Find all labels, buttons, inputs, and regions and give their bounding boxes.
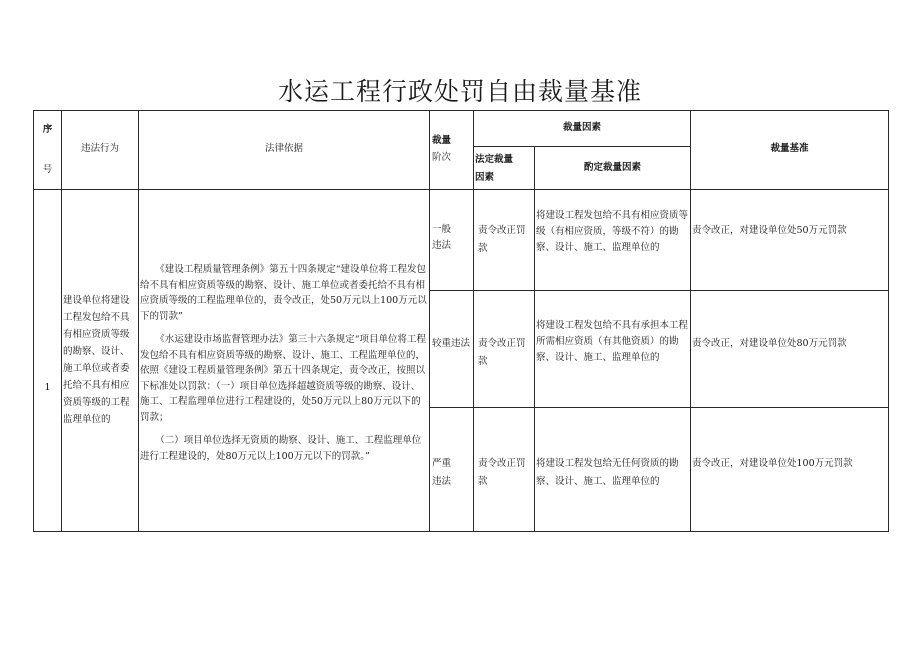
table-border-right bbox=[888, 110, 889, 532]
header-factors: 裁量因素 bbox=[562, 122, 601, 133]
header-seq-top: 序 bbox=[42, 124, 53, 135]
col-divider-4 bbox=[473, 110, 474, 532]
factor-divider bbox=[473, 146, 691, 147]
table-border-bottom bbox=[33, 531, 889, 532]
level-3-discretionary: 将建设工程发包给无任何资质的勘察、设计、施工、监理单位的 bbox=[536, 458, 679, 487]
level-1-statutory: 责令改正罚款 bbox=[478, 225, 526, 254]
law-paragraph-2: 《水运建设市场监督管理办法》第三十六条规定“项目单位将工程发包给不具有相应资质等级的勘察、设计、施工、工程监理单位的，依照《建设工程质量管理条例》第五十四条规定，责令改正，按照以下标准处以罚款：（一）项目单位选择超越资质等级的勘察、设计、施工、工程监理单位进行工程建设的，处50万元以上80万元以下的罚款； bbox=[140, 334, 427, 423]
row-legal-basis bbox=[140, 262, 428, 464]
header-statutory-top: 法定裁量 bbox=[475, 154, 514, 165]
level-2-statutory: 责令改正罚款 bbox=[478, 338, 526, 367]
level-divider-1 bbox=[429, 290, 889, 291]
header-standard: 裁量基准 bbox=[770, 143, 809, 154]
level-3-standard: 责令改正，对建设单位处100万元罚款 bbox=[692, 458, 853, 469]
level-1-name: 一般违法 bbox=[432, 224, 452, 251]
col-divider-3 bbox=[429, 110, 430, 532]
header-divider bbox=[33, 189, 889, 190]
row-seq: 1 bbox=[44, 382, 51, 393]
header-legal-basis: 法律依据 bbox=[264, 143, 303, 154]
level-1-standard: 责令改正，对建设单位处50万元罚款 bbox=[692, 225, 847, 236]
table-border-top bbox=[33, 110, 889, 111]
header-violation: 违法行为 bbox=[80, 143, 119, 154]
level-2-name: 较重违法 bbox=[432, 338, 471, 349]
header-level-top: 裁量 bbox=[432, 135, 452, 146]
col-divider-1 bbox=[61, 110, 62, 532]
col-divider-5 bbox=[534, 146, 535, 532]
header-level-bottom: 阶次 bbox=[432, 152, 452, 163]
document-title: 水运工程行政处罚自由裁量基准 bbox=[277, 77, 642, 106]
row-violation: 建设单位将建设工程发包给不具有相应资质等级的勘察、设计、施工单位或者委托给不具有相应资质等级的工程监理单位的 bbox=[63, 295, 130, 425]
level-3-statutory: 责令改正罚款 bbox=[478, 458, 526, 487]
header-seq-bottom: 号 bbox=[42, 164, 53, 175]
level-divider-2 bbox=[429, 407, 889, 408]
law-paragraph-3: （二）项目单位选择无资质的勘察、设计、施工、工程监理单位进行工程建设的，处80万元以上100万元以下的罚款。” bbox=[140, 435, 422, 462]
header-statutory-bottom: 因素 bbox=[475, 172, 495, 183]
law-paragraph-1: 《建设工程质量管理条例》第五十四条规定“建设单位将工程发包给不具有相应资质等级的勘察、设计、施工单位或者委托给不具有相应资质等级的工程监理单位的，责令改正，处50万元以上100万元以下的罚款” bbox=[140, 264, 427, 322]
header-discretionary: 酌定裁量因素 bbox=[583, 162, 641, 173]
level-1-discretionary: 将建设工程发包给不具有相应资质等级（有相应资质，等级不符）的勘察、设计、施工、监理单位的 bbox=[536, 210, 689, 253]
level-2-standard: 责令改正，对建设单位处80万元罚款 bbox=[692, 338, 847, 349]
level-2-discretionary: 将建设工程发包给不具有承担本工程所需相应资质（有其他资质）的勘察、设计、施工、监理单位的 bbox=[536, 320, 689, 363]
level-3-name: 严重违法 bbox=[432, 458, 452, 487]
col-divider-6 bbox=[690, 110, 691, 532]
col-divider-2 bbox=[138, 110, 139, 532]
